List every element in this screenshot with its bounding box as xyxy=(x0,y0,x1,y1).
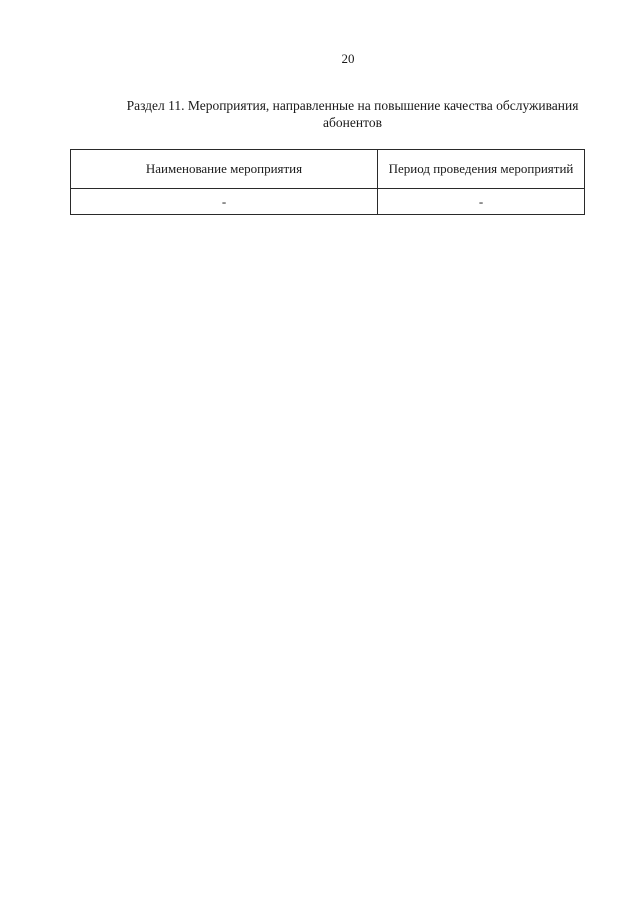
measures-table xyxy=(70,149,585,215)
cell-measure-period: - xyxy=(378,189,585,215)
page-number: 20 xyxy=(341,51,355,66)
section-title-line-2: абонентов xyxy=(323,115,382,130)
header-measure-name: Наименование мероприятия xyxy=(71,150,378,189)
section-title-line-1: Раздел 11. Мероприятия, направленные на повышение качества обслуживания xyxy=(126,98,579,113)
table-header-row xyxy=(71,150,585,189)
section-title xyxy=(60,97,640,131)
cell-measure-name: - xyxy=(71,189,378,215)
header-measure-period: Период проведения мероприятий xyxy=(378,150,585,189)
table-row xyxy=(71,189,585,215)
